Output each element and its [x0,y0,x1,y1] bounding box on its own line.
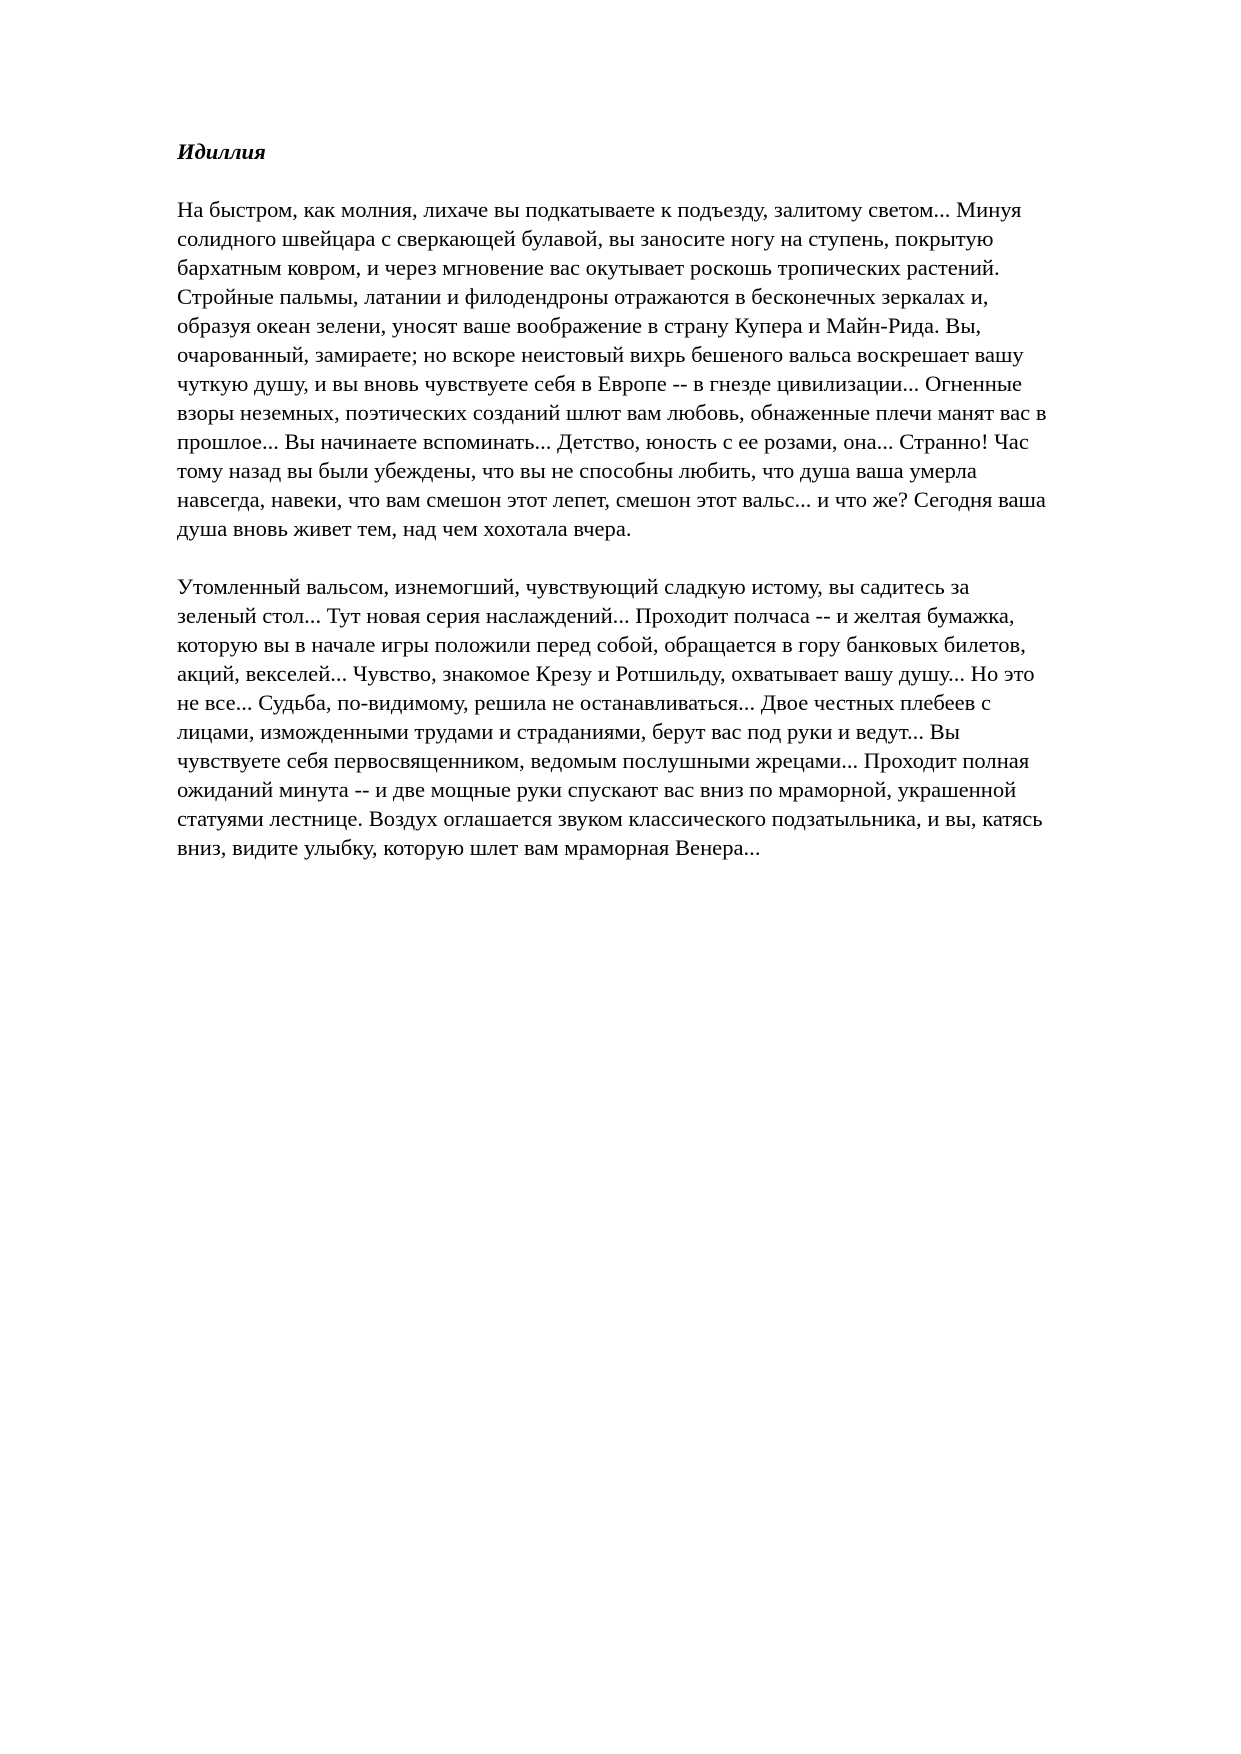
document-body [177,137,1157,891]
text-line: лицами, изможденными трудами и страданиями, берут вас под руки и ведут... Вы [177,719,960,744]
text-line: тому назад вы были убеждены, что вы не способны любить, что душа ваша умерла [177,458,977,483]
text-line: Стройные пальмы, латании и филодендроны отражаются в бесконечных зеркалах и, [177,284,989,309]
text-line: зеленый стол... Тут новая серия наслаждений... Проходит полчаса -- и желтая бумажка, [177,603,1015,628]
text-line: душа вновь живет тем, над чем хохотала вчера. [177,516,632,541]
text-line: образуя океан зелени, уносят ваше воображение в страну Купера и Майн-Рида. Вы, [177,313,982,338]
text-line: чувствуете себя первосвященником, ведомым послушными жрецами... Проходит полная [177,748,1030,773]
text-line: взоры неземных, поэтических созданий шлют вам любовь, обнаженные плечи манят вас в [177,400,1047,425]
text-line: очарованный, замираете; но вскоре неистовый вихрь бешеного вальса воскрешает вашу [177,342,1024,367]
paragraph-2 [177,572,1157,862]
text-line: вниз, видите улыбку, которую шлет вам мраморная Венера... [177,835,761,860]
document-title: Идиллия [177,139,266,164]
text-line: не все... Судьба, по-видимому, решила не останавливаться... Двое честных плебеев с [177,690,991,715]
text-line: акций, векселей... Чувство, знакомое Крезу и Ротшильду, охватывает вашу душу... Но это [177,661,1035,686]
text-line: статуями лестнице. Воздух оглашается звуком классического подзатыльника, и вы, катясь [177,806,1043,831]
text-line: бархатным ковром, и через мгновение вас окутывает роскошь тропических растений. [177,255,1000,280]
text-line: солидного швейцара с сверкающей булавой, вы заносите ногу на ступень, покрытую [177,226,994,251]
text-line: На быстром, как молния, лихаче вы подкатываете к подъезду, залитому светом... Минуя [177,197,1022,222]
text-line: чуткую душу, и вы вновь чувствуете себя в Европе -- в гнезде цивилизации... Огненные [177,371,1023,396]
text-line: навсегда, навеки, что вам смешон этот лепет, смешон этот вальс... и что же? Сегодня ваша [177,487,1046,512]
text-line: ожиданий минута -- и две мощные руки спускают вас вниз по мраморной, украшенной [177,777,1017,802]
text-line: Утомленный вальсом, изнемогший, чувствующий сладкую истому, вы садитесь за [177,574,970,599]
paragraph-1 [177,195,1157,543]
text-line: которую вы в начале игры положили перед собой, обращается в гору банковых билетов, [177,632,1026,657]
text-line: прошлое... Вы начинаете вспоминать... Детство, юность с ее розами, она... Странно! Час [177,429,1029,454]
